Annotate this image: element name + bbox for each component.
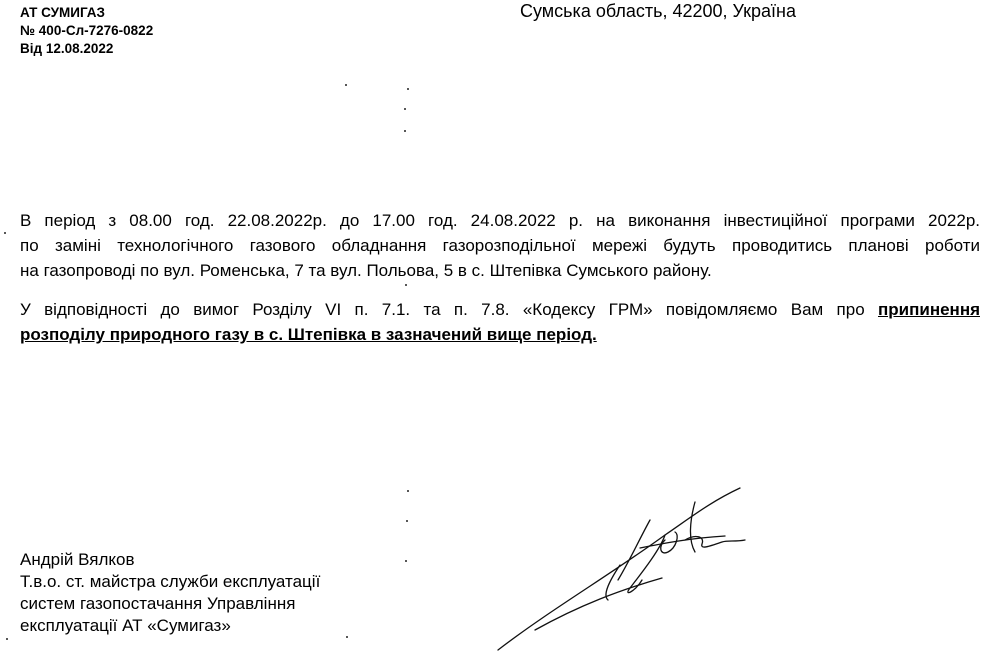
- scan-speck: [404, 108, 406, 110]
- scan-speck: [404, 130, 406, 132]
- reference-number: № 400-Сл-7276-0822: [20, 23, 154, 38]
- scan-speck: [407, 88, 409, 90]
- suspension-bold-2: розподілу природного газу в с. Штепівка в зазначений вище період.: [20, 325, 597, 344]
- suspension-intro: У відповідності до вимог Розділу VI п. 7.1. та п. 7.8. «Кодексу ГРМ» повідомляємо Вам про: [20, 300, 878, 319]
- company-name: АТ СУМИГАЗ: [20, 5, 106, 20]
- suspension-bold-1: припинення: [878, 300, 980, 319]
- signatory-title-2: систем газопостачання Управління: [20, 594, 296, 613]
- address: Сумська область, 42200, Україна: [520, 1, 797, 21]
- header-left: [20, 4, 153, 58]
- scan-speck: [405, 284, 407, 286]
- signatory-name: Андрій Вялков: [20, 550, 135, 569]
- notice-line-3: на газопроводі по вул. Роменська, 7 та вул. Польова, 5 в с. Штепівка Сумського району.: [20, 261, 712, 280]
- handwritten-signature: [490, 480, 780, 652]
- scan-speck: [406, 520, 408, 522]
- scan-speck: [405, 560, 407, 562]
- scan-speck: [345, 84, 347, 86]
- notice-paragraph: [20, 208, 980, 283]
- scan-speck: [6, 638, 8, 640]
- signatory-block: [20, 549, 320, 637]
- suspension-line-1: [20, 297, 980, 322]
- letter-date: Від 12.08.2022: [20, 41, 114, 56]
- suspension-paragraph: [20, 297, 980, 347]
- suspension-line-2: [20, 322, 980, 347]
- scan-speck: [407, 490, 409, 492]
- signatory-title-3: експлуатації АТ «Сумигаз»: [20, 616, 231, 635]
- notice-line-1: В період з 08.00 год. 22.08.2022р. до 17.00 год. 24.08.2022 р. на виконання інвестиційної програми 2022р.: [20, 211, 980, 230]
- scan-speck: [4, 232, 6, 234]
- signatory-title-1: Т.в.о. ст. майстра служби експлуатації: [20, 572, 321, 591]
- scan-speck: [346, 636, 348, 638]
- notice-line-2: по заміні технологічного газового обладнання газорозподільної мережі будуть проводитись планові роботи: [20, 236, 980, 255]
